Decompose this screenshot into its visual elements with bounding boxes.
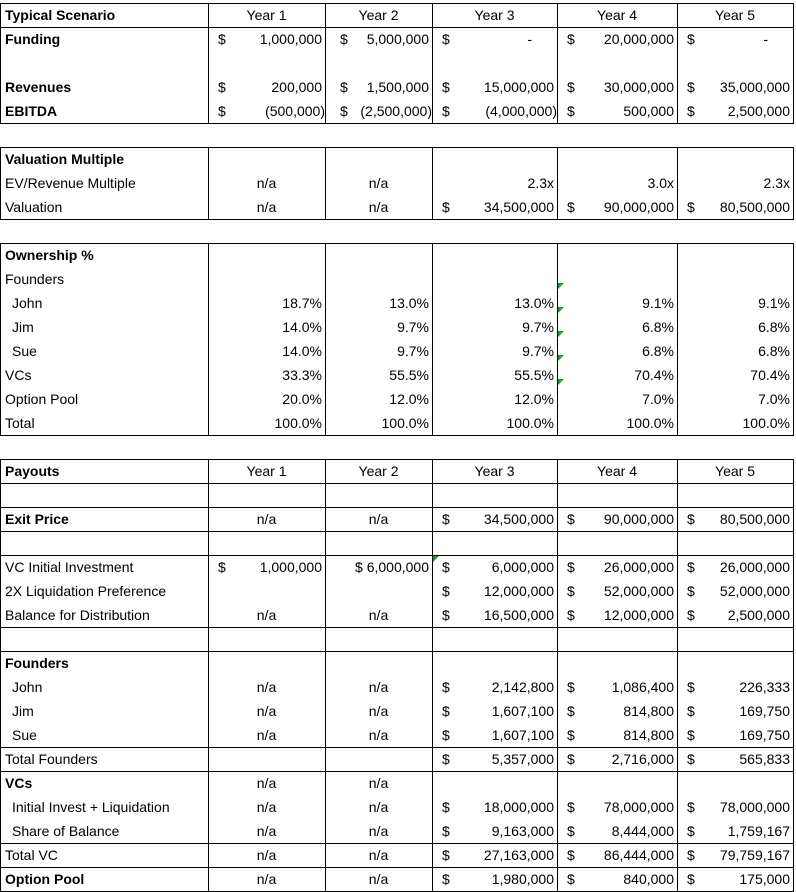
currency-symbol[interactable]: $	[340, 79, 348, 95]
currency-symbol[interactable]: $	[442, 583, 450, 599]
currency-symbol[interactable]: $	[687, 823, 695, 839]
value-cell[interactable]: 12.0%	[514, 391, 554, 407]
grid-line	[0, 3, 794, 4]
grid-line	[0, 531, 794, 532]
value-cell[interactable]: 86,444,000	[603, 847, 674, 863]
value-cell[interactable]: 13.0%	[389, 295, 429, 311]
currency-symbol[interactable]: $	[567, 79, 575, 95]
value-cell[interactable]: 14.0%	[282, 343, 322, 359]
row-label[interactable]: John	[12, 679, 43, 695]
currency-symbol[interactable]: $	[567, 103, 575, 119]
currency-symbol[interactable]: $	[687, 703, 695, 719]
grid-line	[208, 3, 209, 124]
value-cell[interactable]: n/a	[256, 199, 277, 215]
value-cell[interactable]: 7.0%	[642, 391, 674, 407]
grid-line	[432, 147, 433, 220]
value-cell[interactable]: (500,000)	[265, 103, 325, 119]
row-label[interactable]: Founders	[5, 655, 69, 671]
value-cell[interactable]: 26,000,000	[719, 559, 790, 575]
value-cell[interactable]: n/a	[256, 607, 277, 623]
comment-indicator-icon[interactable]	[558, 355, 564, 361]
value-cell[interactable]: (4,000,000)	[485, 103, 557, 119]
comment-indicator-icon[interactable]	[558, 379, 564, 385]
value-cell[interactable]: 35,000,000	[719, 79, 790, 95]
grid-line	[325, 243, 326, 436]
value-cell[interactable]: 9.7%	[397, 319, 429, 335]
currency-symbol[interactable]: $	[567, 703, 575, 719]
value-cell[interactable]: 1,607,100	[491, 727, 554, 743]
currency-symbol[interactable]: $	[567, 727, 575, 743]
currency-symbol[interactable]: $	[687, 79, 695, 95]
currency-symbol[interactable]: $	[567, 823, 575, 839]
row-label[interactable]: Jim	[12, 703, 34, 719]
comment-indicator-icon[interactable]	[558, 283, 564, 289]
value-cell[interactable]: 6.8%	[642, 343, 674, 359]
currency-symbol[interactable]: $	[687, 847, 695, 863]
row-label[interactable]: Valuation Multiple	[5, 151, 125, 167]
value-cell[interactable]: n/a	[368, 679, 389, 695]
grid-line	[0, 3, 1, 124]
value-cell[interactable]: 18,000,000	[483, 799, 554, 815]
row-label[interactable]: Founders	[5, 271, 65, 287]
grid-line	[0, 771, 794, 772]
grid-line	[0, 459, 1, 892]
value-cell[interactable]: 18.7%	[282, 295, 322, 311]
grid-line	[0, 219, 794, 220]
value-cell[interactable]: 78,000,000	[719, 799, 790, 815]
value-cell[interactable]: Year 3	[474, 7, 515, 23]
row-label[interactable]: Valuation	[5, 199, 63, 215]
row-label[interactable]: Balance for Distribution	[5, 607, 150, 623]
currency-symbol[interactable]: $	[442, 559, 450, 575]
value-cell[interactable]: 9.7%	[397, 343, 429, 359]
value-cell[interactable]: 9.7%	[522, 343, 554, 359]
value-cell[interactable]: n/a	[368, 199, 389, 215]
currency-symbol[interactable]: $	[340, 31, 348, 47]
value-cell[interactable]: n/a	[256, 775, 277, 791]
currency-symbol[interactable]: $	[567, 871, 575, 887]
value-cell[interactable]: 100.0%	[274, 415, 322, 431]
currency-symbol[interactable]: $	[218, 559, 226, 575]
value-cell[interactable]: 70.4%	[750, 367, 790, 383]
value-cell[interactable]: 90,000,000	[603, 199, 674, 215]
value-cell[interactable]: 90,000,000	[603, 511, 674, 527]
value-cell[interactable]: 1,980,000	[491, 871, 554, 887]
value-cell[interactable]: n/a	[256, 871, 277, 887]
grid-line	[793, 243, 794, 436]
currency-symbol[interactable]: $	[340, 103, 348, 119]
value-cell[interactable]: 52,000,000	[719, 583, 790, 599]
row-label[interactable]: VCs	[5, 775, 33, 791]
value-cell[interactable]: n/a	[368, 871, 389, 887]
value-cell[interactable]: n/a	[256, 823, 277, 839]
currency-symbol[interactable]: $	[442, 607, 450, 623]
grid-line	[0, 627, 794, 628]
row-label[interactable]: Sue	[12, 727, 37, 743]
value-cell[interactable]: 9.1%	[758, 295, 790, 311]
value-cell[interactable]: (2,500,000)	[360, 103, 432, 119]
comment-indicator-icon[interactable]	[558, 331, 564, 337]
grid-line	[0, 747, 794, 748]
currency-symbol[interactable]: $	[442, 511, 450, 527]
value-cell[interactable]: 8,444,000	[611, 823, 674, 839]
value-cell[interactable]: 1,086,400	[611, 679, 674, 695]
value-cell[interactable]: 2,716,000	[611, 751, 674, 767]
value-cell[interactable]: 1,000,000	[259, 559, 322, 575]
value-cell[interactable]: 1,500,000	[366, 79, 429, 95]
value-cell[interactable]: n/a	[368, 823, 389, 839]
row-label[interactable]: Typical Scenario	[5, 7, 116, 23]
value-cell[interactable]: 2.3x	[527, 175, 554, 191]
value-cell[interactable]: 12.0%	[389, 391, 429, 407]
currency-symbol[interactable]: $	[567, 583, 575, 599]
value-cell[interactable]: n/a	[368, 727, 389, 743]
currency-symbol[interactable]: $	[687, 871, 695, 887]
value-cell[interactable]: 12,000,000	[483, 583, 554, 599]
value-cell[interactable]: 9,163,000	[491, 823, 554, 839]
comment-indicator-icon[interactable]	[433, 556, 439, 562]
value-cell[interactable]: 13.0%	[514, 295, 554, 311]
currency-symbol[interactable]: $	[218, 103, 226, 119]
grid-line	[793, 459, 794, 892]
currency-symbol[interactable]: $	[218, 31, 226, 47]
grid-line	[793, 3, 794, 124]
grid-line	[0, 147, 1, 220]
row-label[interactable]: 2X Liquidation Preference	[5, 583, 167, 599]
currency-symbol[interactable]: $	[442, 199, 450, 215]
value-cell[interactable]: 70.4%	[634, 367, 674, 383]
currency-symbol[interactable]: $	[687, 31, 695, 47]
grid-line	[557, 243, 558, 436]
currency-symbol[interactable]: $	[567, 847, 575, 863]
row-label[interactable]: Payouts	[5, 463, 60, 479]
value-cell[interactable]: Year 1	[246, 7, 287, 23]
value-cell[interactable]: Year 4	[597, 463, 637, 479]
value-cell[interactable]: n/a	[256, 799, 277, 815]
value-cell[interactable]: 34,500,000	[483, 199, 554, 215]
value-cell[interactable]: 200,000	[271, 79, 322, 95]
currency-symbol[interactable]: $	[687, 103, 695, 119]
grid-line	[677, 147, 678, 220]
grid-line	[325, 3, 326, 124]
value-cell[interactable]: 55.5%	[514, 367, 554, 383]
value-cell[interactable]: -	[763, 31, 768, 47]
row-label[interactable]: VCs	[5, 367, 32, 383]
grid-line	[325, 459, 326, 892]
value-cell[interactable]: 34,500,000	[483, 511, 554, 527]
value-cell[interactable]: 5,000,000	[366, 31, 429, 47]
value-cell[interactable]: 100.0%	[626, 415, 674, 431]
currency-symbol[interactable]: $	[567, 31, 575, 47]
row-label[interactable]: Initial Invest + Liquidation	[12, 799, 170, 815]
value-cell[interactable]: 100.0%	[742, 415, 790, 431]
grid-line	[208, 147, 209, 220]
row-label[interactable]: Total VC	[5, 847, 58, 863]
value-cell[interactable]: 20.0%	[282, 391, 322, 407]
grid-line	[677, 243, 678, 436]
comment-indicator-icon[interactable]	[558, 307, 564, 313]
value-cell[interactable]: n/a	[256, 703, 277, 719]
value-cell[interactable]: 80,500,000	[719, 199, 790, 215]
value-cell[interactable]: 9.7%	[522, 319, 554, 335]
currency-symbol[interactable]: $	[567, 511, 575, 527]
value-cell[interactable]: Year 2	[358, 463, 399, 479]
grid-line	[208, 459, 209, 892]
value-cell[interactable]: 175,000	[739, 871, 790, 887]
value-cell[interactable]: Year 2	[358, 7, 399, 23]
value-cell[interactable]: 55.5%	[389, 367, 429, 383]
grid-line	[0, 147, 794, 148]
grid-line	[325, 147, 326, 220]
grid-line	[677, 459, 678, 892]
value-cell[interactable]: 16,500,000	[483, 607, 554, 623]
grid-line	[0, 459, 794, 460]
value-cell[interactable]: n/a	[368, 511, 389, 527]
grid-line	[0, 435, 794, 436]
row-label[interactable]: EV/Revenue Multiple	[5, 175, 136, 191]
value-cell[interactable]: 2,500,000	[727, 103, 790, 119]
grid-line	[0, 27, 794, 28]
currency-symbol[interactable]: $	[442, 847, 450, 863]
currency-symbol[interactable]: $	[442, 823, 450, 839]
value-cell[interactable]: 80,500,000	[719, 511, 790, 527]
value-cell[interactable]: 12,000,000	[603, 607, 674, 623]
value-cell[interactable]: 20,000,000	[603, 31, 674, 47]
currency-symbol[interactable]: $	[567, 607, 575, 623]
value-cell[interactable]: 1,759,167	[727, 823, 790, 839]
value-cell[interactable]: 500,000	[623, 103, 674, 119]
grid-line	[0, 867, 794, 868]
value-cell[interactable]: n/a	[256, 175, 277, 191]
currency-symbol[interactable]: $	[687, 607, 695, 623]
grid-line	[0, 507, 794, 508]
value-cell[interactable]: 840,000	[623, 871, 674, 887]
value-cell[interactable]: 2,142,800	[491, 679, 554, 695]
currency-symbol[interactable]: $	[442, 679, 450, 695]
value-cell[interactable]: Year 4	[597, 7, 637, 23]
value-cell[interactable]: n/a	[368, 703, 389, 719]
currency-symbol[interactable]: $	[442, 871, 450, 887]
currency-symbol[interactable]: $	[567, 799, 575, 815]
value-cell[interactable]: 814,800	[623, 727, 674, 743]
value-cell[interactable]: n/a	[256, 847, 277, 863]
value-cell[interactable]: 52,000,000	[603, 583, 674, 599]
value-cell[interactable]: 27,163,000	[483, 847, 554, 863]
row-label[interactable]: Funding	[5, 31, 61, 47]
value-cell[interactable]: 78,000,000	[603, 799, 674, 815]
value-cell[interactable]: 1,000,000	[259, 31, 322, 47]
value-cell[interactable]: 79,759,167	[719, 847, 790, 863]
value-cell[interactable]: n/a	[368, 775, 389, 791]
value-cell[interactable]: 2,500,000	[727, 607, 790, 623]
row-label[interactable]: EBITDA	[5, 103, 58, 119]
value-cell[interactable]: 6,000,000	[491, 559, 554, 575]
currency-symbol[interactable]: $	[687, 511, 695, 527]
value-cell[interactable]: Year 5	[715, 7, 755, 23]
value-cell[interactable]: n/a	[368, 607, 389, 623]
grid-line	[432, 3, 433, 124]
row-label[interactable]: Exit Price	[5, 511, 69, 527]
grid-line	[208, 243, 209, 436]
value-cell[interactable]: 14.0%	[282, 319, 322, 335]
value-cell[interactable]: Year 5	[715, 463, 755, 479]
value-cell[interactable]: 5,357,000	[491, 751, 554, 767]
value-cell[interactable]: 3.0x	[647, 175, 674, 191]
row-label[interactable]: Option Pool	[5, 871, 85, 887]
row-label[interactable]: Total Founders	[5, 751, 98, 767]
value-cell[interactable]: 226,333	[739, 679, 790, 695]
currency-symbol[interactable]: $	[442, 31, 450, 47]
value-cell[interactable]: $ 6,000,000	[355, 559, 429, 575]
grid-line	[0, 123, 794, 124]
grid-line	[557, 3, 558, 124]
currency-symbol[interactable]: $	[567, 199, 575, 215]
value-cell[interactable]: 30,000,000	[603, 79, 674, 95]
row-label[interactable]: Sue	[12, 343, 37, 359]
currency-symbol[interactable]: $	[218, 79, 226, 95]
value-cell[interactable]: 169,750	[739, 727, 790, 743]
value-cell[interactable]: n/a	[256, 679, 277, 695]
currency-symbol[interactable]: $	[567, 559, 575, 575]
value-cell[interactable]: Year 1	[246, 463, 287, 479]
currency-symbol[interactable]: $	[442, 727, 450, 743]
currency-symbol[interactable]: $	[687, 559, 695, 575]
value-cell[interactable]: 6.8%	[758, 343, 790, 359]
currency-symbol[interactable]: $	[687, 583, 695, 599]
value-cell[interactable]: Year 3	[474, 463, 515, 479]
grid-line	[0, 243, 794, 244]
value-cell[interactable]: n/a	[368, 175, 389, 191]
row-label[interactable]: John	[12, 295, 43, 311]
row-label[interactable]: Ownership %	[5, 247, 94, 263]
grid-line	[557, 147, 558, 220]
currency-symbol[interactable]: $	[687, 727, 695, 743]
value-cell[interactable]: -	[527, 31, 532, 47]
row-label[interactable]: Jim	[12, 319, 34, 335]
grid-line	[0, 555, 794, 556]
value-cell[interactable]: 565,833	[739, 751, 790, 767]
currency-symbol[interactable]: $	[687, 199, 695, 215]
value-cell[interactable]: 100.0%	[381, 415, 429, 431]
currency-symbol[interactable]: $	[442, 103, 450, 119]
grid-line	[0, 243, 1, 436]
currency-symbol[interactable]: $	[687, 799, 695, 815]
value-cell[interactable]: 1,607,100	[491, 703, 554, 719]
row-label[interactable]: VC Initial Investment	[5, 559, 134, 575]
value-cell[interactable]: 33.3%	[282, 367, 322, 383]
value-cell[interactable]: n/a	[256, 511, 277, 527]
value-cell[interactable]: 26,000,000	[603, 559, 674, 575]
grid-line	[432, 459, 433, 892]
row-label[interactable]: Revenues	[5, 79, 72, 95]
grid-line	[0, 483, 794, 484]
currency-symbol[interactable]: $	[567, 679, 575, 695]
grid-line	[0, 843, 794, 844]
row-label[interactable]: Option Pool	[5, 391, 79, 407]
grid-line	[557, 459, 558, 892]
grid-line	[677, 3, 678, 124]
value-cell[interactable]: 100.0%	[506, 415, 554, 431]
value-cell[interactable]: 6.8%	[642, 319, 674, 335]
currency-symbol[interactable]: $	[442, 751, 450, 767]
row-label[interactable]: Share of Balance	[12, 823, 120, 839]
currency-symbol[interactable]: $	[442, 79, 450, 95]
currency-symbol[interactable]: $	[687, 679, 695, 695]
value-cell[interactable]: n/a	[256, 727, 277, 743]
value-cell[interactable]: 15,000,000	[483, 79, 554, 95]
value-cell[interactable]: 7.0%	[758, 391, 790, 407]
currency-symbol[interactable]: $	[687, 751, 695, 767]
currency-symbol[interactable]: $	[442, 799, 450, 815]
currency-symbol[interactable]: $	[442, 703, 450, 719]
value-cell[interactable]: 169,750	[739, 703, 790, 719]
value-cell[interactable]: n/a	[368, 799, 389, 815]
grid-line	[432, 243, 433, 436]
value-cell[interactable]: 6.8%	[758, 319, 790, 335]
currency-symbol[interactable]: $	[567, 751, 575, 767]
value-cell[interactable]: 2.3x	[763, 175, 790, 191]
value-cell[interactable]: 814,800	[623, 703, 674, 719]
value-cell[interactable]: 9.1%	[642, 295, 674, 311]
value-cell[interactable]: n/a	[368, 847, 389, 863]
grid-line	[793, 147, 794, 220]
grid-line	[0, 651, 794, 652]
row-label[interactable]: Total	[5, 415, 35, 431]
